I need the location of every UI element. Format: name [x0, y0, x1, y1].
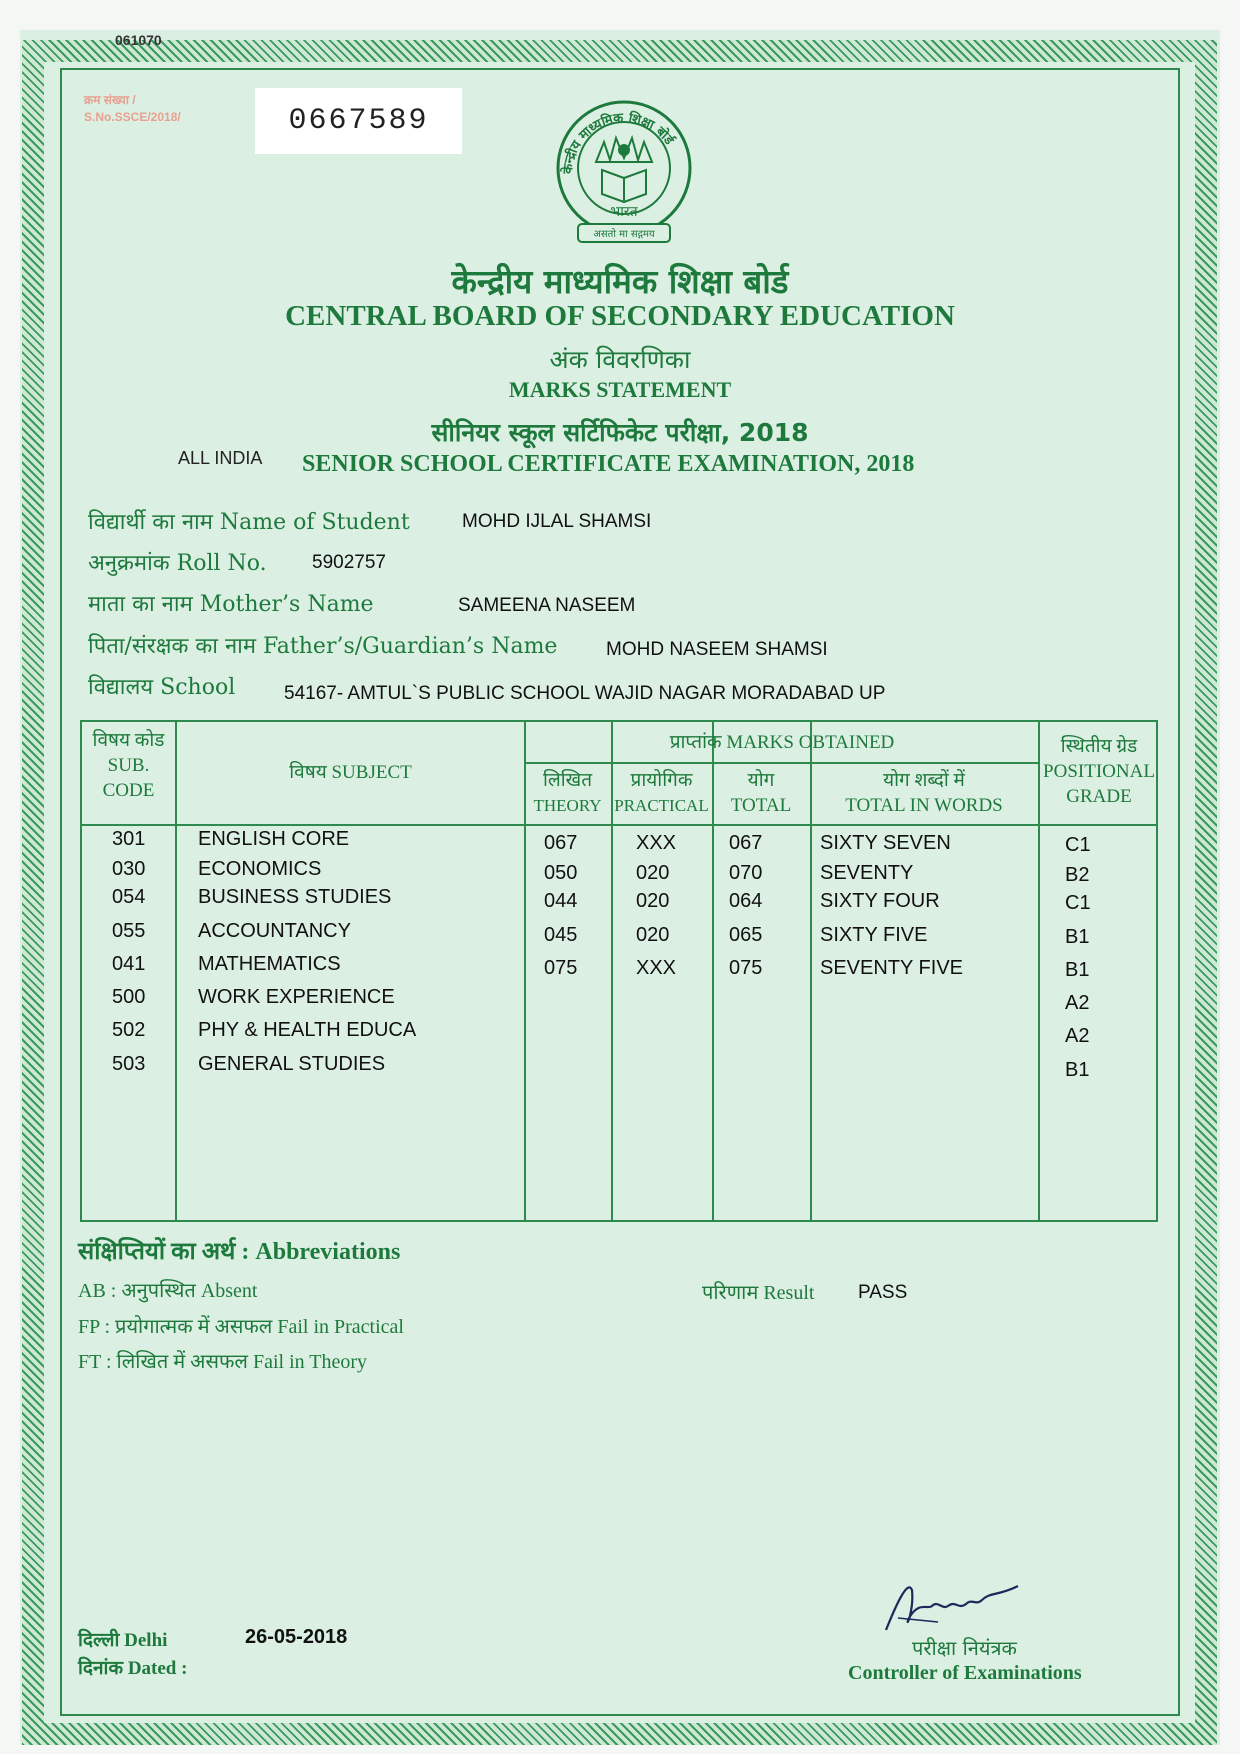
- cell-subject: WORK EXPERIENCE: [198, 986, 395, 1008]
- cell-words: SIXTY SEVEN: [820, 832, 951, 854]
- cell-code: 054: [112, 886, 146, 908]
- controller-title-hindi: परीक्षा नियंत्रक: [912, 1636, 1017, 1660]
- cell-subject: MATHEMATICS: [198, 953, 341, 975]
- cell-theory: 050: [544, 862, 578, 884]
- th-total-in-words: योग शब्दों में TOTAL IN WORDS: [845, 770, 1003, 816]
- controller-title-english: Controller of Examinations: [848, 1662, 1082, 1684]
- cell-theory: 044: [544, 890, 578, 912]
- cell-grade: A2: [1065, 992, 1090, 1014]
- cell-subject: PHY & HEALTH EDUCA: [198, 1019, 417, 1041]
- statement-title-english: MARKS STATEMENT: [508, 377, 732, 402]
- serial-code: 061070: [115, 32, 162, 48]
- cell-grade: B1: [1065, 1059, 1090, 1081]
- issue-date: 26-05-2018: [245, 1626, 348, 1648]
- cell-code: 055: [112, 920, 146, 942]
- school-label: विद्यालय School: [88, 675, 236, 700]
- roll-number: 5902757: [312, 552, 386, 573]
- cell-practical: XXX: [636, 957, 677, 979]
- cell-total: 064: [729, 890, 763, 912]
- cell-words: SIXTY FOUR: [820, 890, 940, 912]
- cell-practical: 020: [636, 890, 670, 912]
- cell-code: 030: [112, 858, 146, 880]
- sno-label: [84, 92, 181, 126]
- cell-grade: A2: [1065, 1025, 1090, 1047]
- cell-total: 067: [729, 832, 763, 854]
- serial-number-box: 0667589: [255, 88, 462, 154]
- cell-grade: B1: [1065, 959, 1090, 981]
- mother-name-label: माता का नाम Mother’s Name: [88, 592, 374, 617]
- abbr-fail-theory: FT : लिखित में असफल Fail in Theory: [78, 1351, 368, 1373]
- cell-practical: 020: [636, 862, 670, 884]
- cell-code: 503: [112, 1053, 146, 1075]
- sno-label-english: S.No.SSCE/2018/: [84, 110, 181, 124]
- seal-motto-text: असतो मा सद्गमय: [593, 229, 655, 240]
- th-theory: लिखित THEORY: [533, 770, 602, 815]
- cell-theory: 045: [544, 924, 578, 946]
- cell-words: SEVENTY FIVE: [820, 957, 964, 979]
- result-value: PASS: [858, 1282, 908, 1303]
- cell-subject: BUSINESS STUDIES: [198, 886, 392, 908]
- cbse-seal-icon: [548, 98, 700, 250]
- cell-practical: 020: [636, 924, 670, 946]
- result-label: परिणाम Result: [702, 1282, 815, 1304]
- cell-theory: 067: [544, 832, 578, 854]
- sno-label-hindi: क्रम संख्या /: [84, 93, 136, 107]
- student-name-label: विद्यार्थी का नाम Name of Student: [88, 510, 410, 535]
- all-india-label: ALL INDIA: [178, 448, 263, 468]
- student-name: MOHD IJLAL SHAMSI: [462, 511, 652, 532]
- cell-words: SIXTY FIVE: [820, 924, 928, 946]
- cell-grade: B2: [1065, 864, 1090, 886]
- mother-name: SAMEENA NASEEM: [458, 595, 636, 616]
- cell-subject: ACCOUNTANCY: [198, 920, 351, 942]
- exam-title-hindi: सीनियर स्कूल सर्टिफिकेट परीक्षा, 2018: [431, 418, 809, 447]
- cell-subject: ECONOMICS: [198, 858, 322, 880]
- abbreviations-title: संक्षिप्तियों का अर्थ : Abbreviations: [78, 1239, 401, 1265]
- board-title-hindi: केन्द्रीय माध्यमिक शिक्षा बोर्ड: [451, 262, 789, 301]
- controller-signature: [878, 1570, 1028, 1640]
- roll-number-label: अनुक्रमांक Roll No.: [88, 551, 267, 576]
- cell-words: SEVENTY: [820, 862, 914, 884]
- th-positional-grade: स्थितीय ग्रेड POSITIONAL GRADE: [1043, 736, 1155, 807]
- cell-grade: C1: [1065, 834, 1091, 856]
- cell-theory: 075: [544, 957, 578, 979]
- exam-title-english: SENIOR SCHOOL CERTIFICATE EXAMINATION, 2018: [302, 451, 915, 477]
- cell-grade: B1: [1065, 926, 1090, 948]
- marks-table: [80, 720, 1158, 1222]
- th-subject: विषय SUBJECT: [289, 762, 412, 783]
- father-name-label: पिता/संरक्षक का नाम Father’s/Guardian’s Name: [88, 634, 558, 659]
- place-label: दिल्ली Delhi: [78, 1630, 168, 1651]
- cell-grade: C1: [1065, 892, 1091, 914]
- th-marks-obtained: प्राप्तांक MARKS OBTAINED: [669, 732, 895, 753]
- dated-label: दिनांक Dated :: [78, 1658, 188, 1679]
- board-title-english: CENTRAL BOARD OF SECONDARY EDUCATION: [285, 300, 955, 332]
- cell-total: 065: [729, 924, 763, 946]
- th-practical: प्रायोगिक PRACTICAL: [614, 770, 709, 815]
- cell-subject: GENERAL STUDIES: [198, 1053, 386, 1075]
- cell-subject: ENGLISH CORE: [198, 828, 350, 850]
- school-name: 54167- AMTUL`S PUBLIC SCHOOL WAJID NAGAR MORADABAD UP: [284, 683, 886, 704]
- father-name: MOHD NASEEM SHAMSI: [606, 639, 828, 660]
- cell-code: 502: [112, 1019, 146, 1041]
- cell-total: 075: [729, 957, 763, 979]
- th-sub-code: विषय कोड SUB. CODE: [92, 730, 165, 801]
- statement-title-hindi: अंक विवरणिका: [549, 345, 691, 374]
- seal-arc-text: केन्द्रीय माध्यमिक शिक्षा बोर्ड: [560, 110, 677, 175]
- th-total: योग TOTAL: [730, 770, 792, 816]
- cell-code: 301: [112, 828, 146, 850]
- cell-code: 041: [112, 953, 146, 975]
- cell-practical: XXX: [636, 832, 677, 854]
- abbr-fail-practical: FP : प्रयोगात्मक में असफल Fail in Practical: [78, 1316, 404, 1338]
- seal-bharat-text: भारत: [610, 204, 638, 220]
- cell-code: 500: [112, 986, 146, 1008]
- abbr-absent: AB : अनुपस्थित Absent: [78, 1280, 258, 1302]
- cell-total: 070: [729, 862, 763, 884]
